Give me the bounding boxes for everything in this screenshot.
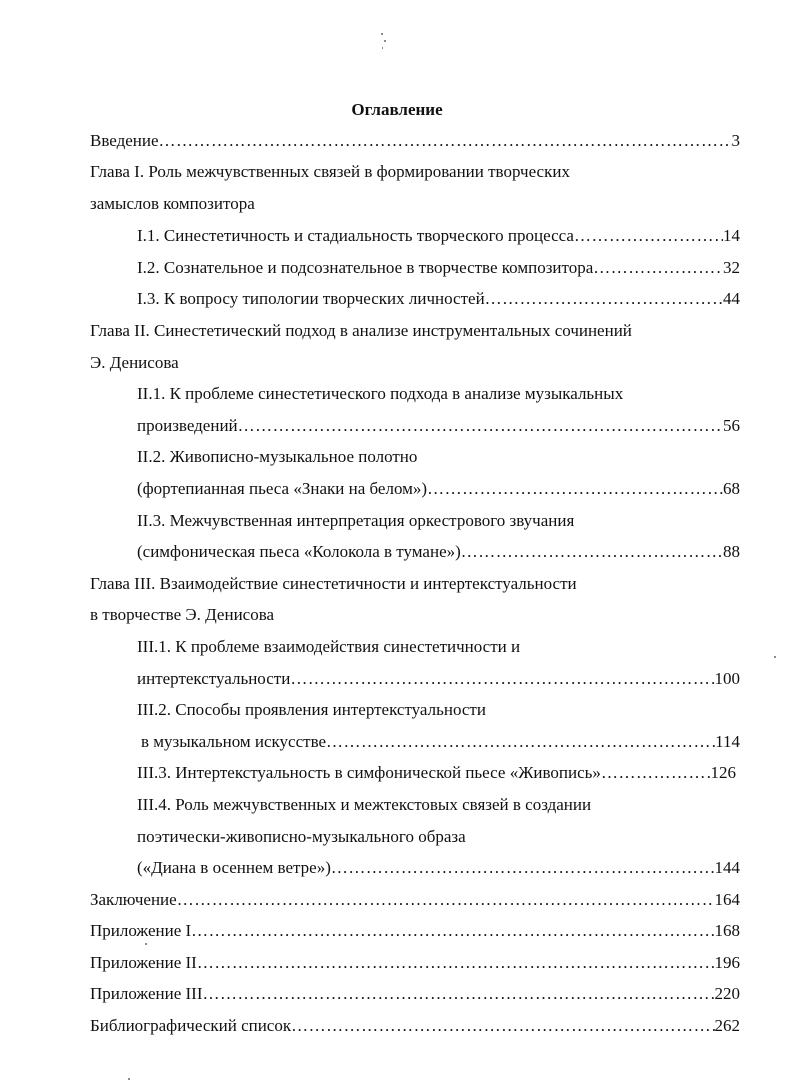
- toc-entry: [137, 477, 740, 501]
- toc-entry-text: («Диана в осеннем ветре»): [137, 858, 331, 877]
- leader-dots: [601, 761, 711, 785]
- toc-entry: [137, 825, 466, 849]
- toc-entry-text: поэтически-живописно-музыкального образа: [137, 827, 466, 846]
- toc-entry: [90, 919, 740, 943]
- toc-entry-text: III.4. Роль межчувственных и межтекстовых связей в создании: [137, 795, 592, 814]
- toc-page-number: 262: [714, 1016, 740, 1035]
- scan-speck: [145, 943, 147, 945]
- toc-entry: [90, 603, 274, 627]
- toc-entry-text: I.1. Синестетичность и стадиальность творческого процесса: [137, 226, 574, 245]
- toc-page-number: 32: [723, 258, 740, 277]
- leader-dots: [159, 129, 732, 153]
- toc-entry: [90, 351, 179, 375]
- page-title: Оглавление: [351, 100, 443, 119]
- toc-entry: [90, 888, 740, 912]
- scan-speck: [128, 1078, 130, 1080]
- leader-dots: [574, 224, 723, 248]
- leader-dots: [290, 667, 714, 691]
- toc-entry-text: Глава II. Синестетический подход в анализе инструментальных сочинений: [90, 321, 632, 340]
- leader-dots: [238, 414, 723, 438]
- toc-entry: [141, 730, 740, 754]
- toc-page-number: 3: [731, 131, 740, 150]
- toc-entry: [90, 319, 632, 343]
- toc-entry-text: произведений: [137, 416, 238, 435]
- leader-dots: [326, 730, 715, 754]
- leader-dots: [461, 540, 723, 564]
- toc-page-number: 144: [714, 858, 740, 877]
- toc-page-number: 100: [714, 669, 740, 688]
- toc-entry: [137, 793, 591, 817]
- toc-entry-text: Введение: [90, 131, 159, 150]
- toc-entry: [137, 667, 740, 691]
- toc-page-number: 114: [715, 732, 740, 751]
- toc-entry-text: II.3. Межчувственная интерпретация оркестрового звучания: [137, 511, 575, 530]
- toc-entry-text: (симфоническая пьеса «Колокола в тумане»): [137, 542, 461, 561]
- leader-dots: [291, 1014, 714, 1038]
- toc-entry: [137, 635, 520, 659]
- toc-entry-text: I.2. Сознательное и подсознательное в творчестве композитора: [137, 258, 594, 277]
- toc-entry: [137, 761, 736, 785]
- scan-speck: [774, 656, 776, 658]
- toc-entry-text: III.3. Интертекстуальность в симфонической пьесе «Живопись»: [137, 763, 601, 782]
- toc-entry: [137, 698, 486, 722]
- toc-page-number: 220: [714, 984, 740, 1003]
- toc-entry: [137, 287, 740, 311]
- toc-entry-text: III.2. Способы проявления интертекстуальности: [137, 700, 486, 719]
- toc-entry: [90, 160, 570, 184]
- toc-entry: [137, 540, 740, 564]
- toc-entry-text: Библиографический список: [90, 1016, 292, 1035]
- toc-entry-text: замыслов композитора: [90, 194, 255, 213]
- toc-entry-text: Приложение I: [90, 921, 192, 940]
- leader-dots: [427, 477, 723, 501]
- toc-entry: [137, 382, 623, 406]
- toc-entry: [137, 445, 417, 469]
- leader-dots: [177, 888, 715, 912]
- scan-speck: [381, 33, 383, 35]
- toc-page-number: 14: [723, 226, 740, 245]
- leader-dots: [197, 951, 715, 975]
- leader-dots: [331, 856, 715, 880]
- scan-speck: [382, 47, 383, 49]
- toc-entry: [90, 192, 255, 216]
- toc-entry: [137, 224, 740, 248]
- toc-page-number: 168: [714, 921, 740, 940]
- toc-page-number: 68: [723, 479, 740, 498]
- toc-entry: [90, 129, 740, 153]
- toc-entry: [137, 256, 740, 280]
- scan-speck: [384, 40, 386, 42]
- toc-entry-text: (фортепианная пьеса «Знаки на белом»): [137, 479, 428, 498]
- toc-entry: [137, 856, 740, 880]
- toc-page-number: 196: [714, 953, 740, 972]
- toc-entry-text: III.1. К проблеме взаимодействия синестетичности и: [137, 637, 521, 656]
- leader-dots: [191, 919, 714, 943]
- toc-entry-text: Глава III. Взаимодействие синестетичности и интертекстуальности: [90, 574, 577, 593]
- toc-entry-text: II.1. К проблеме синестетического подхода в анализе музыкальных: [137, 384, 624, 403]
- toc-page-number: 88: [723, 542, 740, 561]
- toc-entry-text: интертекстуальности: [137, 669, 291, 688]
- leader-dots: [593, 256, 723, 280]
- toc-entry-text: в музыкальном искусстве: [141, 732, 327, 751]
- toc-page-number: 56: [723, 416, 740, 435]
- leader-dots: [485, 287, 723, 311]
- toc-entry: [137, 509, 574, 533]
- toc-entry-text: Приложение II: [90, 953, 197, 972]
- toc-entry: [90, 951, 740, 975]
- toc-entry-text: в творчестве Э. Денисова: [90, 605, 275, 624]
- toc-entry-text: Заключение: [90, 890, 177, 909]
- toc-entry-text: Приложение III: [90, 984, 203, 1003]
- toc-entry: [90, 1014, 740, 1038]
- toc-entry-text: Глава I. Роль межчувственных связей в формировании творческих: [90, 162, 570, 181]
- toc-entry: [90, 982, 740, 1006]
- toc-entry: [137, 414, 740, 438]
- toc-page-number: 164: [714, 890, 740, 909]
- toc-page-number: 126: [710, 763, 736, 782]
- toc-entry-text: Э. Денисова: [90, 353, 179, 372]
- toc-entry: [90, 572, 577, 596]
- toc-page-number: 44: [723, 289, 740, 308]
- leader-dots: [202, 982, 714, 1006]
- toc-entry-text: II.2. Живописно-музыкальное полотно: [137, 447, 418, 466]
- toc-entry-text: I.3. К вопросу типологии творческих личностей: [137, 289, 485, 308]
